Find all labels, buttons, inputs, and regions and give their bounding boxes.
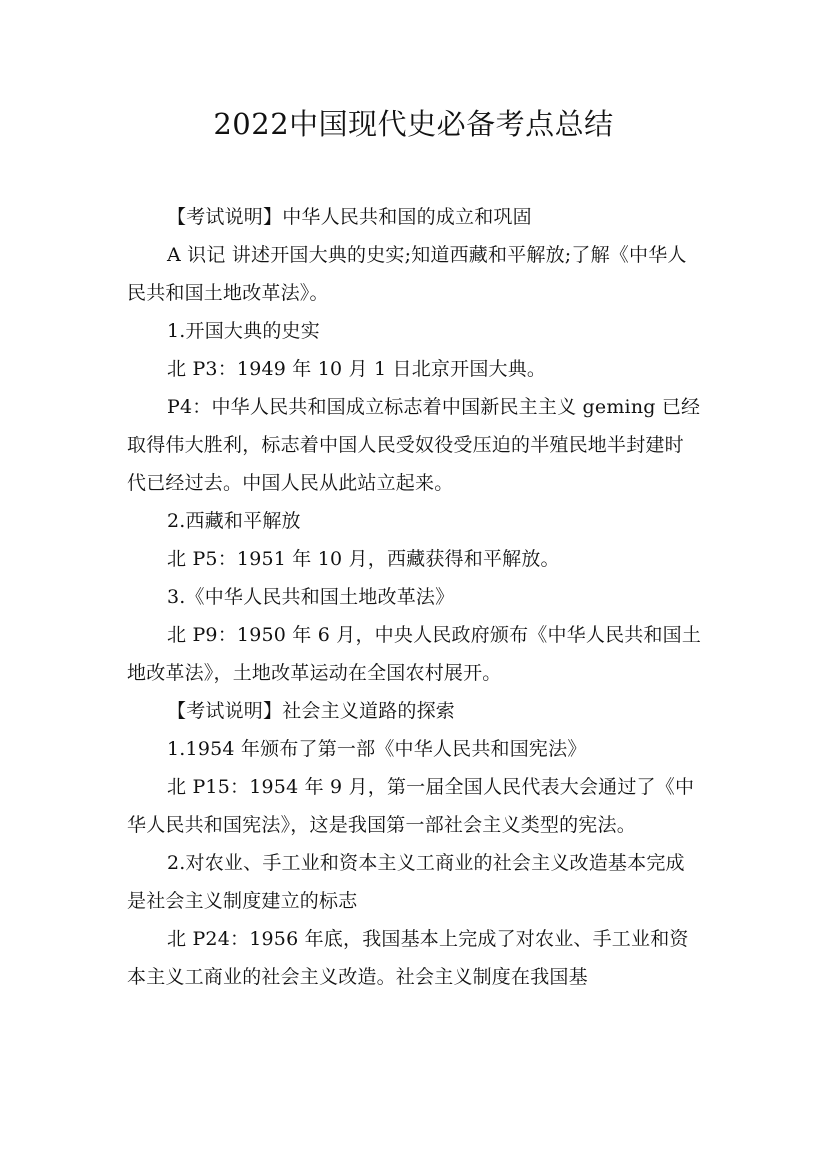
document-title: 2022中国现代史必备考点总结 [213, 107, 614, 141]
subheading: 2.西藏和平解放 [167, 510, 301, 532]
body-paragraph: 北 P5：1951 年 10 月，西藏获得和平解放。 [167, 548, 560, 570]
document-body [127, 198, 702, 996]
section-heading: 【考试说明】中华人民共和国的成立和巩固 [167, 206, 532, 228]
subheading: 3.《中华人民共和国土地改革法》 [167, 586, 455, 608]
body-paragraph: 北 P3：1949 年 10 月 1 日北京开国大典。 [167, 358, 547, 380]
subheading: 2.对农业、手工业和资本主义工商业的社会主义改造基本完成是社会主义制度建立的标志 [127, 852, 685, 912]
subheading: 1.1954 年颁布了第一部《中华人民共和国宪法》 [167, 738, 587, 760]
section-heading: 【考试说明】社会主义道路的探索 [167, 700, 456, 722]
body-paragraph: 北 P9：1950 年 6 月，中央人民政府颁布《中华人民共和国土地改革法》，土地改革运动在全国农村展开。 [127, 624, 702, 684]
subheading: 1.开国大典的史实 [167, 320, 320, 342]
body-paragraph: 北 P24：1956 年底，我国基本上完成了对农业、手工业和资本主义工商业的社会主义改造。社会主义制度在我国基 [127, 928, 689, 988]
body-paragraph: P4：中华人民共和国成立标志着中国新民主主义 geming 已经取得伟大胜利，标志着中国人民受奴役受压迫的半殖民地半封建时代已经过去。中国人民从此站立起来。 [127, 396, 701, 494]
exam-requirement-paragraph: A 识记 讲述开国大典的史实;知道西藏和平解放;了解《中华人民共和国土地改革法》。 [127, 244, 687, 304]
body-paragraph: 北 P15：1954 年 9 月，第一届全国人民代表大会通过了《中华人民共和国宪法》，这是我国第一部社会主义类型的宪法。 [127, 776, 695, 836]
